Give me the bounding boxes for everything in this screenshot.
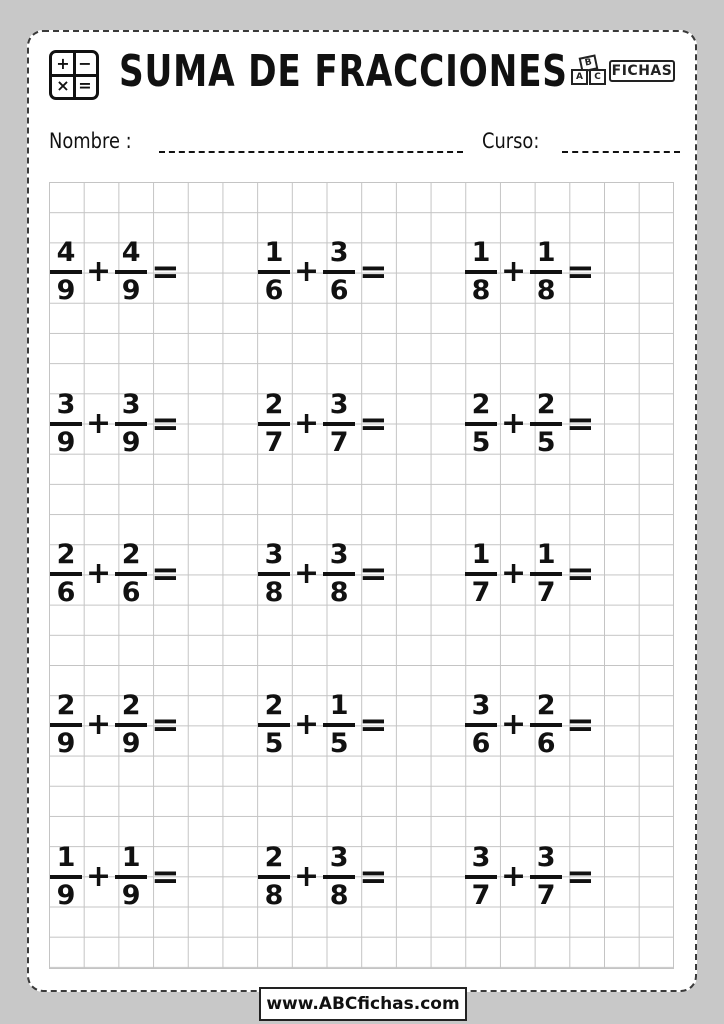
fraction-problem [49, 536, 180, 612]
fraction [464, 691, 498, 759]
fraction-bar [465, 875, 497, 879]
equals-sign: = [566, 705, 595, 745]
fraction [257, 238, 291, 306]
course-field[interactable] [562, 151, 680, 153]
fraction-bar [50, 723, 82, 727]
numerator: 1 [471, 539, 491, 571]
fraction [257, 843, 291, 911]
equals-sign: = [359, 857, 388, 897]
plus-sign: + [86, 707, 112, 742]
denominator: 9 [121, 274, 141, 306]
fraction [257, 540, 291, 608]
fraction-bar [323, 723, 355, 727]
fraction-bar [465, 723, 497, 727]
fraction [114, 691, 148, 759]
fraction [529, 843, 563, 911]
equals-sign: = [151, 554, 180, 594]
fraction-problem [464, 536, 595, 612]
plus-sign: + [294, 556, 320, 591]
fraction-bar [530, 422, 562, 426]
fraction-bar [465, 422, 497, 426]
denominator: 5 [264, 727, 284, 759]
letter-cubes-icon: B A C [569, 56, 611, 86]
equals-sign: = [151, 404, 180, 444]
numerator: 2 [264, 690, 284, 722]
numerator: 2 [121, 690, 141, 722]
fraction-problem [464, 386, 595, 462]
fraction-bar [115, 875, 147, 879]
plus-sign: + [86, 254, 112, 289]
fraction [322, 540, 356, 608]
fraction-bar [323, 422, 355, 426]
numerator: 2 [264, 842, 284, 874]
course-label: Curso: [482, 129, 540, 153]
equals-sign: = [359, 404, 388, 444]
fraction [49, 238, 83, 306]
fraction-bar [258, 422, 290, 426]
equals-sign: = [359, 705, 388, 745]
fraction-problem [257, 687, 388, 763]
denominator: 6 [56, 576, 76, 608]
fraction [49, 390, 83, 458]
denominator: 9 [121, 727, 141, 759]
website-footer[interactable]: www.ABCfichas.com [259, 987, 467, 1021]
plus-sign: + [294, 406, 320, 441]
equals-sign: = [151, 252, 180, 292]
fraction-problem [464, 687, 595, 763]
fraction [322, 691, 356, 759]
fraction-problem [49, 234, 180, 310]
page-title: SUMA DE FRACCIONES [119, 46, 568, 97]
denominator: 7 [471, 879, 491, 911]
fraction-bar [115, 422, 147, 426]
denominator: 5 [536, 426, 556, 458]
numerator: 3 [329, 539, 349, 571]
fraction [257, 390, 291, 458]
numerator: 1 [121, 842, 141, 874]
fraction-bar [465, 270, 497, 274]
plus-sign: + [294, 707, 320, 742]
fraction-problem [49, 839, 180, 915]
grid-area [49, 182, 674, 969]
denominator: 9 [56, 274, 76, 306]
denominator: 8 [471, 274, 491, 306]
fraction-problem [49, 386, 180, 462]
denominator: 7 [329, 426, 349, 458]
fraction-bar [258, 572, 290, 576]
fraction-bar [323, 572, 355, 576]
fraction-bar [115, 572, 147, 576]
numerator: 2 [264, 389, 284, 421]
denominator: 6 [471, 727, 491, 759]
numerator: 3 [471, 690, 491, 722]
numerator: 3 [329, 389, 349, 421]
fraction [49, 691, 83, 759]
fraction-bar [258, 875, 290, 879]
plus-sign: + [86, 406, 112, 441]
fraction [464, 540, 498, 608]
equals-sign: = [566, 404, 595, 444]
fraction-problem [257, 839, 388, 915]
numerator: 1 [56, 842, 76, 874]
denominator: 8 [329, 879, 349, 911]
numerator: 2 [471, 389, 491, 421]
fraction-bar [530, 723, 562, 727]
denominator: 5 [471, 426, 491, 458]
fraction-problem [49, 687, 180, 763]
numerator: 2 [121, 539, 141, 571]
abcfichas-logo [569, 56, 677, 86]
numerator: 3 [329, 842, 349, 874]
fraction-bar [530, 875, 562, 879]
equals-sign: = [359, 252, 388, 292]
numerator: 1 [264, 237, 284, 269]
numerator: 2 [536, 389, 556, 421]
numerator: 2 [536, 690, 556, 722]
numerator: 3 [56, 389, 76, 421]
denominator: 8 [264, 879, 284, 911]
fraction [114, 540, 148, 608]
denominator: 9 [121, 426, 141, 458]
numerator: 2 [56, 539, 76, 571]
equals-sign: = [566, 554, 595, 594]
denominator: 6 [329, 274, 349, 306]
fraction [464, 238, 498, 306]
plus-sign: + [501, 556, 527, 591]
denominator: 9 [56, 426, 76, 458]
fraction-bar [50, 422, 82, 426]
plus-sign: + [294, 254, 320, 289]
fraction [257, 691, 291, 759]
denominator: 8 [329, 576, 349, 608]
fraction-bar [530, 270, 562, 274]
fraction [322, 238, 356, 306]
header [49, 46, 679, 102]
numerator: 1 [329, 690, 349, 722]
fraction [529, 691, 563, 759]
fraction-bar [258, 723, 290, 727]
equals-sign: = [359, 554, 388, 594]
fraction-bar [530, 572, 562, 576]
fraction-problem [257, 536, 388, 612]
fraction [114, 843, 148, 911]
fraction [114, 390, 148, 458]
plus-sign: + [501, 859, 527, 894]
fraction [464, 390, 498, 458]
equals-sign: = [566, 252, 595, 292]
plus-sign: + [501, 254, 527, 289]
denominator: 9 [56, 879, 76, 911]
equals-sign: = [151, 705, 180, 745]
fraction [322, 843, 356, 911]
denominator: 5 [329, 727, 349, 759]
numerator: 4 [56, 237, 76, 269]
fraction-bar [50, 875, 82, 879]
denominator: 7 [471, 576, 491, 608]
fraction-problem [464, 234, 595, 310]
denominator: 6 [536, 727, 556, 759]
numerator: 3 [471, 842, 491, 874]
fraction-bar [323, 270, 355, 274]
fraction-bar [465, 572, 497, 576]
fraction-bar [115, 723, 147, 727]
fraction-bar [50, 270, 82, 274]
numerator: 3 [264, 539, 284, 571]
denominator: 8 [264, 576, 284, 608]
denominator: 9 [56, 727, 76, 759]
numerator: 3 [536, 842, 556, 874]
denominator: 7 [536, 879, 556, 911]
fraction [529, 540, 563, 608]
fraction-bar [258, 270, 290, 274]
numerator: 3 [121, 389, 141, 421]
fraction-bar [50, 572, 82, 576]
denominator: 6 [121, 576, 141, 608]
fraction [529, 238, 563, 306]
fraction [464, 843, 498, 911]
fraction [114, 238, 148, 306]
fraction-problem [464, 839, 595, 915]
equals-sign: = [566, 857, 595, 897]
plus-sign: + [501, 707, 527, 742]
plus-sign: + [86, 556, 112, 591]
plus-sign: + [86, 859, 112, 894]
fraction [49, 843, 83, 911]
denominator: 8 [536, 274, 556, 306]
numerator: 3 [329, 237, 349, 269]
numerator: 1 [471, 237, 491, 269]
plus-sign: + [294, 859, 320, 894]
denominator: 9 [121, 879, 141, 911]
calculator-icon: + − × = [49, 50, 99, 100]
denominator: 7 [264, 426, 284, 458]
fraction-problem [257, 234, 388, 310]
name-label: Nombre : [49, 129, 132, 153]
logo-text: FICHAS [609, 60, 675, 82]
plus-sign: + [501, 406, 527, 441]
equals-sign: = [151, 857, 180, 897]
denominator: 7 [536, 576, 556, 608]
name-field[interactable] [159, 151, 463, 153]
numerator: 1 [536, 237, 556, 269]
worksheet [27, 30, 697, 992]
numerator: 4 [121, 237, 141, 269]
fraction-bar [323, 875, 355, 879]
numerator: 1 [536, 539, 556, 571]
denominator: 6 [264, 274, 284, 306]
fraction [49, 540, 83, 608]
student-info-row [49, 129, 681, 157]
fraction [322, 390, 356, 458]
fraction-bar [115, 270, 147, 274]
numerator: 2 [56, 690, 76, 722]
fraction-problem [257, 386, 388, 462]
fraction [529, 390, 563, 458]
